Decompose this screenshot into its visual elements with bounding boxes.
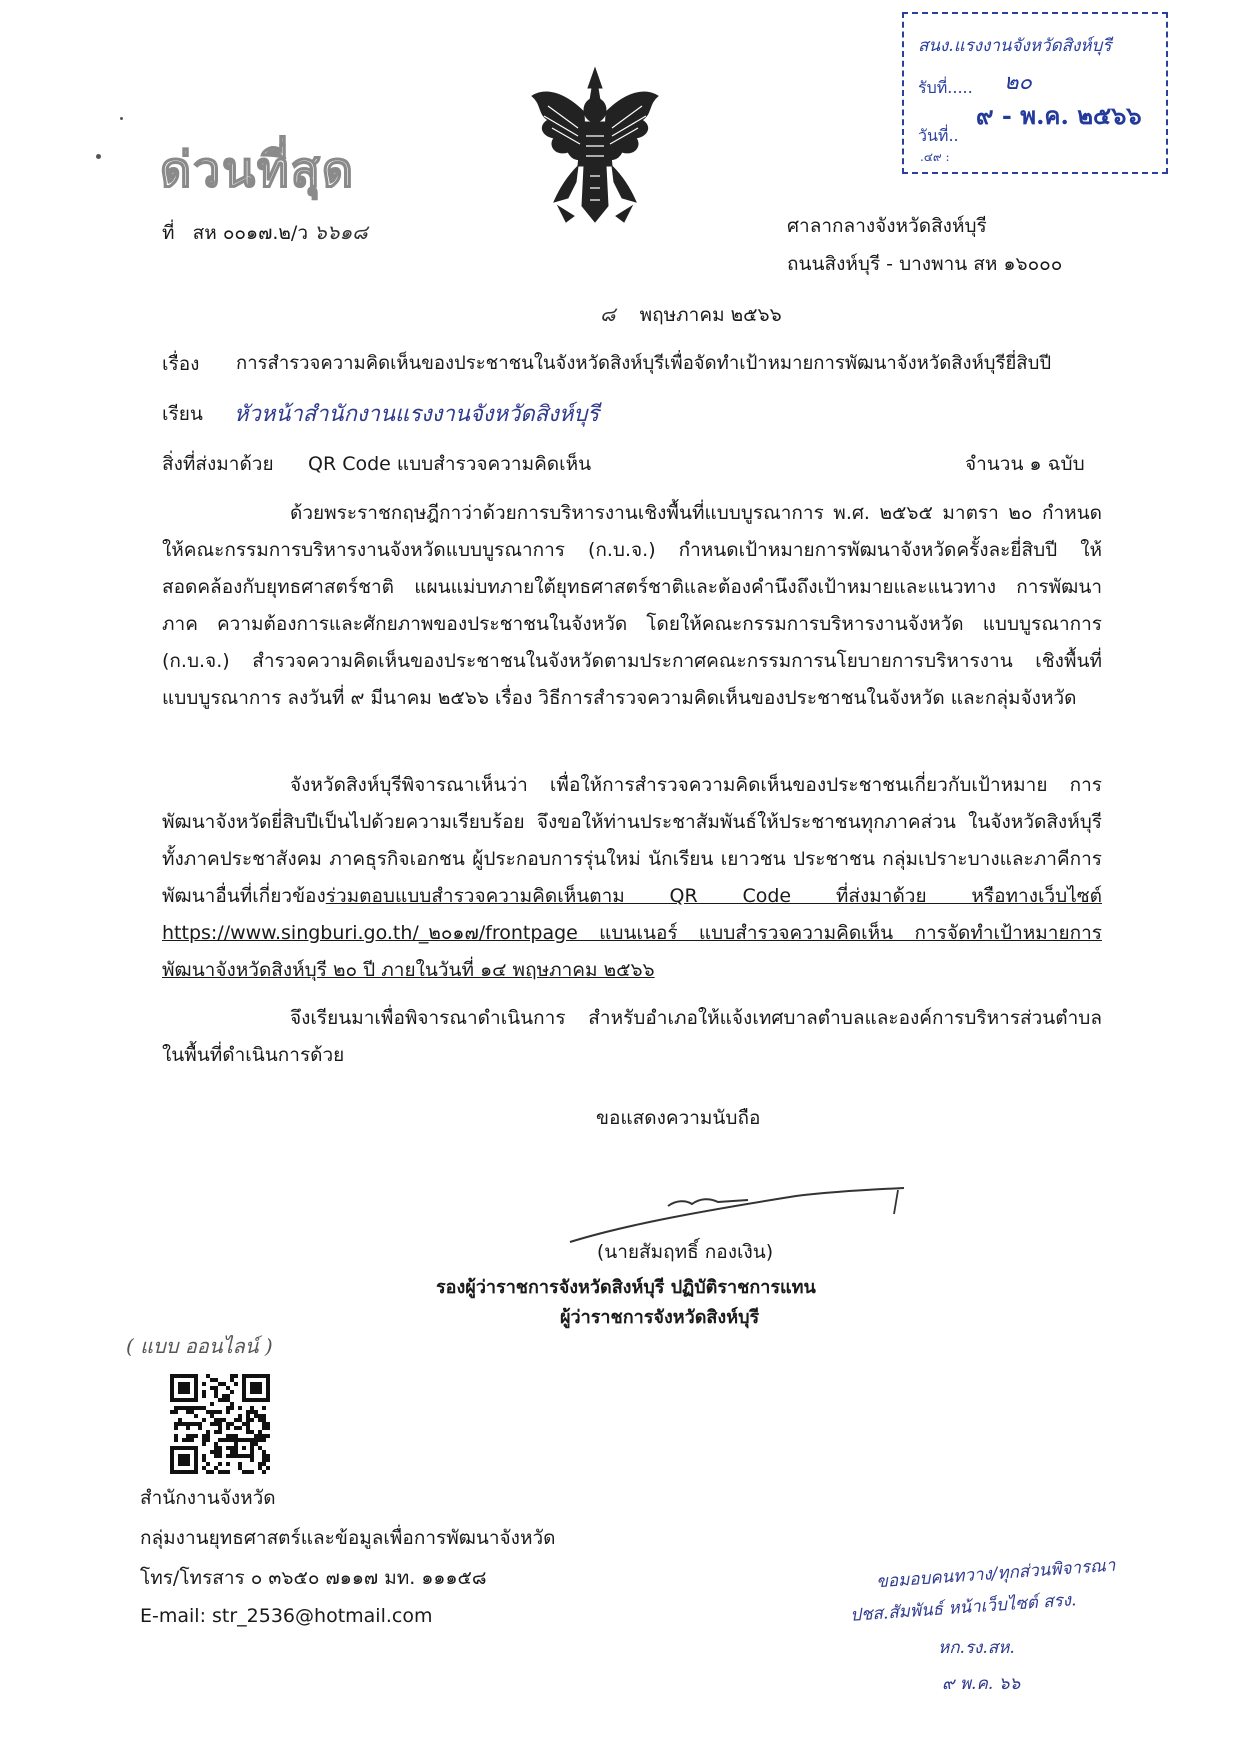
scan-speck bbox=[96, 154, 101, 159]
qr-handwritten-label: ( แบบ ออนไลน์ ) bbox=[126, 1334, 273, 1358]
signer-name: (นายสัมฤทธิ์ กองเงิน) bbox=[596, 1241, 774, 1263]
urgency-stamp: ด่วนที่สุด bbox=[160, 142, 356, 198]
garuda-emblem bbox=[528, 66, 662, 226]
reference-code: สห ๐๐๑๗.๒/ว bbox=[192, 222, 308, 244]
handwritten-note-date: ๙ พ.ค. ๖๖ bbox=[942, 1674, 1021, 1694]
office-address-line2: ถนนสิงห์บุรี - บางพาน สห ๑๖๐๐๐ bbox=[787, 253, 1063, 275]
body-paragraph-1-text: ด้วยพระราชกฤษฎีกาว่าด้วยการบริหารงานเชิงพื้นที่แบบบูรณาการ พ.ศ. ๒๕๖๕ มาตรา ๒๐ กำหนดให้คณะกรรมการบริหารงานจังหวัดแบบบูรณาการ (ก.บ.จ.) กำหนดเป้าหมายการพัฒนาจังหวัดครั้งละยี่สิบปี ให้สอดคล้องกับยุทธศาสตร์ชาติ แผนแม่บทภายใต้ยุทธศาสตร์ชาติและต้องคำนึงถึงเป้าหมายและแนวทาง การพัฒนาภาค ความต้องการและศักยภาพของประชาชนในจังหวัด โดยให้คณะกรรมการบริหารงานจังหวัด แบบบูรณาการ (ก.บ.จ.) สำรวจความคิดเห็นของประชาชนในจังหวัดตามประกาศคณะกรรมการนโยบายการบริหารงาน เชิงพื้นที่แบบบูรณาการ ลงวันที่ ๙ มีนาคม ๒๕๖๖ เรื่อง วิธีการสำรวจความคิดเห็นของประชาชนในจังหวัด และกลุ่มจังหวัด bbox=[162, 502, 1102, 709]
reference-number: ๖๖๑๘ bbox=[314, 220, 368, 244]
body-paragraph-2 bbox=[162, 767, 1102, 989]
qr-code bbox=[166, 1370, 274, 1478]
subject-label: เรื่อง bbox=[162, 353, 200, 375]
qr-code-graphic bbox=[170, 1374, 270, 1474]
handwritten-note-line1: ขอมอบคนทวาง/ทุกส่วนพิจารณา bbox=[875, 1555, 1117, 1593]
footer-phone: โทร/โทรสาร ๐ ๓๖๕๐ ๗๑๑๗ มท. ๑๑๑๕๘ bbox=[140, 1567, 487, 1589]
enclosure-item: QR Code แบบสำรวจความคิดเห็น bbox=[308, 453, 592, 475]
stamp-received-label: รับที่..... bbox=[918, 78, 973, 97]
receipt-stamp bbox=[902, 12, 1168, 174]
body-paragraph-2-text: จังหวัดสิงห์บุรีพิจารณาเห็นว่า เพื่อให้การสำรวจความคิดเห็นของประชาชนเกี่ยวกับเป้าหมาย การพัฒนาจังหวัดยี่สิบปีเป็นไปด้วยความเรียบร้อย จึงขอให้ท่านประชาสัมพันธ์ให้ประชาชนทุกภาคส่วน ในจังหวัดสิงห์บุรี ทั้งภาคประชาสังคม ภาคธุรกิจเอกชน ผู้ประกอบการรุ่นใหม่ นักเรียน เยาวชน ประชาชน กลุ่มเปราะบางและภาคีการพัฒนาอื่นที่เกี่ยวข้อง bbox=[162, 774, 1102, 907]
date-day: ๘ bbox=[600, 302, 616, 326]
recipient-handwritten: หัวหน้าสำนักงานแรงงานจังหวัดสิงห์บุรี bbox=[234, 402, 600, 427]
survey-link-text[interactable]: ร่วมตอบแบบสำรวจความคิดเห็นตาม QR Code ที่ส่งมาด้วย หรือทางเว็บไซต์ https://www.singburi.go.th/_๒๐๑๗/frontpage แบนเนอร์ แบบสำรวจความคิดเห็น การจัดทำเป้าหมายการพัฒนาจังหวัดสิงห์บุรี ๒๐ ปี ภายในวันที่ ๑๔ พฤษภาคม ๒๕๖๖ bbox=[162, 885, 1102, 981]
body-paragraph-1 bbox=[162, 495, 1102, 717]
footer-email: E-mail: str_2536@hotmail.com bbox=[140, 1605, 433, 1627]
closing: ขอแสดงความนับถือ bbox=[596, 1107, 761, 1129]
stamp-date-label: วันที่.. bbox=[918, 126, 959, 145]
handwritten-note-initials: หก.รง.สห. bbox=[938, 1638, 1015, 1658]
scan-speck bbox=[120, 117, 123, 120]
stamp-time: .๔๙ : bbox=[920, 150, 950, 164]
office-address-line1: ศาลากลางจังหวัดสิงห์บุรี bbox=[787, 215, 987, 237]
stamp-office: สนง.แรงงานจังหวัดสิงห์บุรี bbox=[918, 36, 1112, 56]
subject-text: การสำรวจความคิดเห็นของประชาชนในจังหวัดสิงห์บุรีเพื่อจัดทำเป้าหมายการพัฒนาจังหวัดสิงห์บุรียี่สิบปี bbox=[236, 353, 1052, 374]
signer-title-2: ผู้ว่าราชการจังหวัดสิงห์บุรี bbox=[560, 1307, 760, 1328]
reference-line bbox=[162, 220, 368, 245]
enclosure-quantity: จำนวน ๑ ฉบับ bbox=[965, 453, 1085, 475]
stamp-date: ๙ - พ.ค. ๒๕๖๖ bbox=[976, 101, 1142, 130]
recipient-label: เรียน bbox=[162, 403, 203, 425]
reference-label: ที่ bbox=[162, 222, 175, 244]
body-paragraph-3 bbox=[162, 1000, 1102, 1074]
footer-office: สำนักงานจังหวัด bbox=[140, 1487, 276, 1509]
handwritten-note-line2: ปชส.สัมพันธ์ หน้าเว็บไซต์ สรง. bbox=[849, 1590, 1078, 1626]
signer-title-1: รองผู้ว่าราชการจังหวัดสิงห์บุรี ปฏิบัติราชการแทน bbox=[436, 1277, 816, 1298]
enclosure-label: สิ่งที่ส่งมาด้วย bbox=[162, 453, 274, 475]
document-date bbox=[600, 302, 782, 327]
stamp-received-number: ๒๐ bbox=[1004, 70, 1032, 95]
body-paragraph-3-text: จึงเรียนมาเพื่อพิจารณาดำเนินการ สำหรับอำเภอให้แจ้งเทศบาลตำบลและองค์การบริหารส่วนตำบล ในพื้นที่ดำเนินการด้วย bbox=[162, 1007, 1102, 1066]
footer-division: กลุ่มงานยุทธศาสตร์และข้อมูลเพื่อการพัฒนาจังหวัด bbox=[140, 1527, 556, 1549]
date-month-year: พฤษภาคม ๒๕๖๖ bbox=[639, 304, 782, 326]
